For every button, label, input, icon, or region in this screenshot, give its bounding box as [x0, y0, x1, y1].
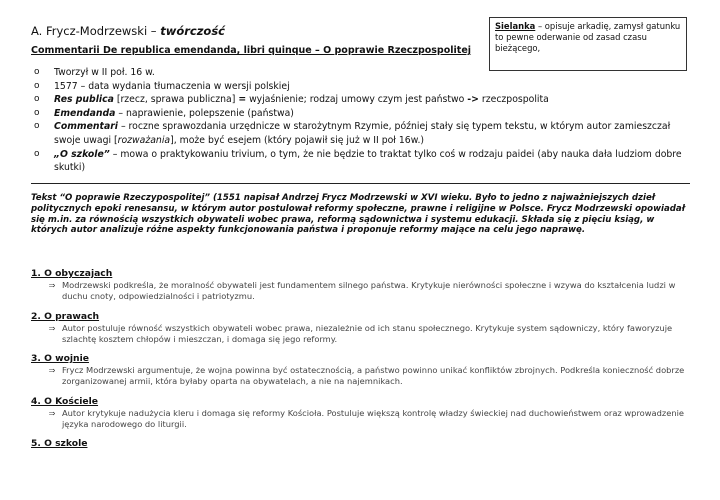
text-run: 1577 – data wydania tłumaczenia w wersji polskiej: [54, 80, 290, 92]
text-run: rzeczpospolita: [478, 94, 549, 106]
bullet-marker: o: [34, 121, 40, 132]
text-run: ], może być esejem (który pojawił się już w II poł 16w.): [170, 134, 425, 146]
section-heading: 2. O prawach: [31, 310, 100, 322]
section-heading: 4. O Kościele: [31, 395, 99, 407]
text-run: wyjaśnienie; rodzaj umowy czym jest państwo: [246, 94, 468, 106]
section-heading: 5. O szkole: [31, 438, 88, 450]
list-item-text: [54, 107, 694, 121]
section-text: Autor krytykuje nadużycia kleru i domaga się reformy Kościoła. Postuluje większą kontrolę władzy świeckiej nad duchowieństwem oraz wprowadzenie języka narodowego do liturgii.: [62, 407, 685, 430]
section-heading: 3. O wojnie: [31, 353, 89, 365]
page-title: [31, 24, 225, 38]
section-item: [31, 365, 696, 388]
text-run: ->: [467, 94, 479, 106]
text-run: Commentari: [54, 121, 118, 133]
margin-note: [489, 17, 687, 71]
section-item: [31, 408, 696, 431]
text-run: – roczne sprawozdania urzędnicze w starożytnym Rzymie, później stały się typem tekstu, w którym autor zamieszczał swoje uwagi [: [54, 121, 671, 146]
text-run: Tworzył w II poł. 16 w.: [54, 67, 155, 78]
bullet-marker: o: [34, 107, 40, 118]
title-prefix: A. Frycz-Modrzewski –: [31, 24, 161, 38]
bullet-marker: o: [34, 67, 40, 77]
arrow-icon: ⇒: [48, 323, 56, 333]
divider: [31, 183, 690, 184]
text-run: rozważania: [117, 134, 171, 146]
list-item: [34, 107, 694, 121]
text-run: – naprawienie, polepszenie (państwa): [115, 107, 294, 119]
list-item-text: [54, 80, 694, 94]
list-item-text: [54, 93, 694, 107]
note-text: – opisuje arkadię, zamysł gatunku: [535, 21, 681, 31]
note-text-2: to pewne oderwanie od zasad czasu bieżącego,: [495, 32, 647, 53]
section-text: Autor postuluje równość wszystkich obywateli wobec prawa, niezależnie od ich stanu społecznego. Krytykuje system sądowniczy, który faworyzuje szlachtę kosztem chłopów i mieszczan, i domaga się jego reformy.: [62, 322, 673, 344]
list-item: [34, 93, 694, 107]
bullet-marker: o: [34, 148, 40, 159]
bullet-list: [34, 66, 694, 175]
list-item: [34, 148, 694, 175]
section-list: [31, 268, 696, 458]
section: [31, 353, 696, 388]
page-subtitle: Commentarii De republica emendanda, libri quinque – O poprawie Rzeczpospolitej: [31, 45, 472, 56]
section-text: Modrzewski podkreśla, że moralność obywateli jest fundamentem silnego państwa. Krytykuje nierówności społeczne i wzywa do kształcenia ludzi w duchu cnoty, odpowiedzialności i patriotyzmu.: [62, 280, 676, 302]
list-item: [34, 80, 694, 94]
list-item-text: [54, 120, 694, 147]
intro-paragraph: Tekst “O poprawie Rzeczypospolitej” (1551 napisał Andrzej Frycz Modrzewski w XVI wieku. Było to jedno z najważniejszych dzieł politycznych epoki renesansu, w którym autor postulował reformy społeczne, prawne i religijne w Polsce. Frycz Modrzewski opowiadał się m.in. za równością wszystkich obywateli wobec prawa, reformą sądownictwa i systemu edukacji. Składa się z pięciu ksiąg, w których autor analizuje różne aspekty funkcjonowania państwa i proponuje reformy mające na celu jego naprawę.: [31, 193, 685, 236]
section: [31, 311, 696, 346]
bullet-marker: o: [34, 94, 40, 105]
section-heading: 1. O obyczajach: [31, 268, 113, 279]
arrow-icon: ⇒: [48, 281, 56, 290]
text-run: „O szkole”: [54, 148, 110, 160]
section-item: [31, 280, 696, 303]
text-run: =: [238, 94, 247, 106]
text-run: Emendanda: [54, 107, 116, 119]
list-item-text: [54, 148, 694, 175]
section: [31, 396, 696, 431]
text-run: [rzecz, sprawa publiczna]: [113, 94, 239, 106]
arrow-icon: ⇒: [48, 366, 56, 376]
bullet-marker: o: [34, 80, 40, 91]
section: [31, 438, 696, 450]
title-emphasis: twórczość: [160, 24, 225, 38]
list-item: [34, 120, 694, 147]
text-run: Res publica: [54, 94, 114, 106]
text-run: – mowa o praktykowaniu trivium, o tym, że nie będzie to traktat tylko coś w rodzaju paidei (aby nauka dała ludziom dobre skutki): [54, 148, 682, 174]
section-text: Frycz Modrzewski argumentuje, że wojna powinna być ostatecznością, a państwo powinno unikać konfliktów zbrojnych. Podkreśla konieczność dobrze zorganizowanej armii, która byłaby oparta na obywatelach, a nie na najemnikach.: [62, 365, 685, 387]
section: [31, 268, 696, 303]
note-term: Sielanka: [495, 21, 536, 31]
section-item: [31, 323, 696, 346]
arrow-icon: ⇒: [48, 408, 56, 418]
